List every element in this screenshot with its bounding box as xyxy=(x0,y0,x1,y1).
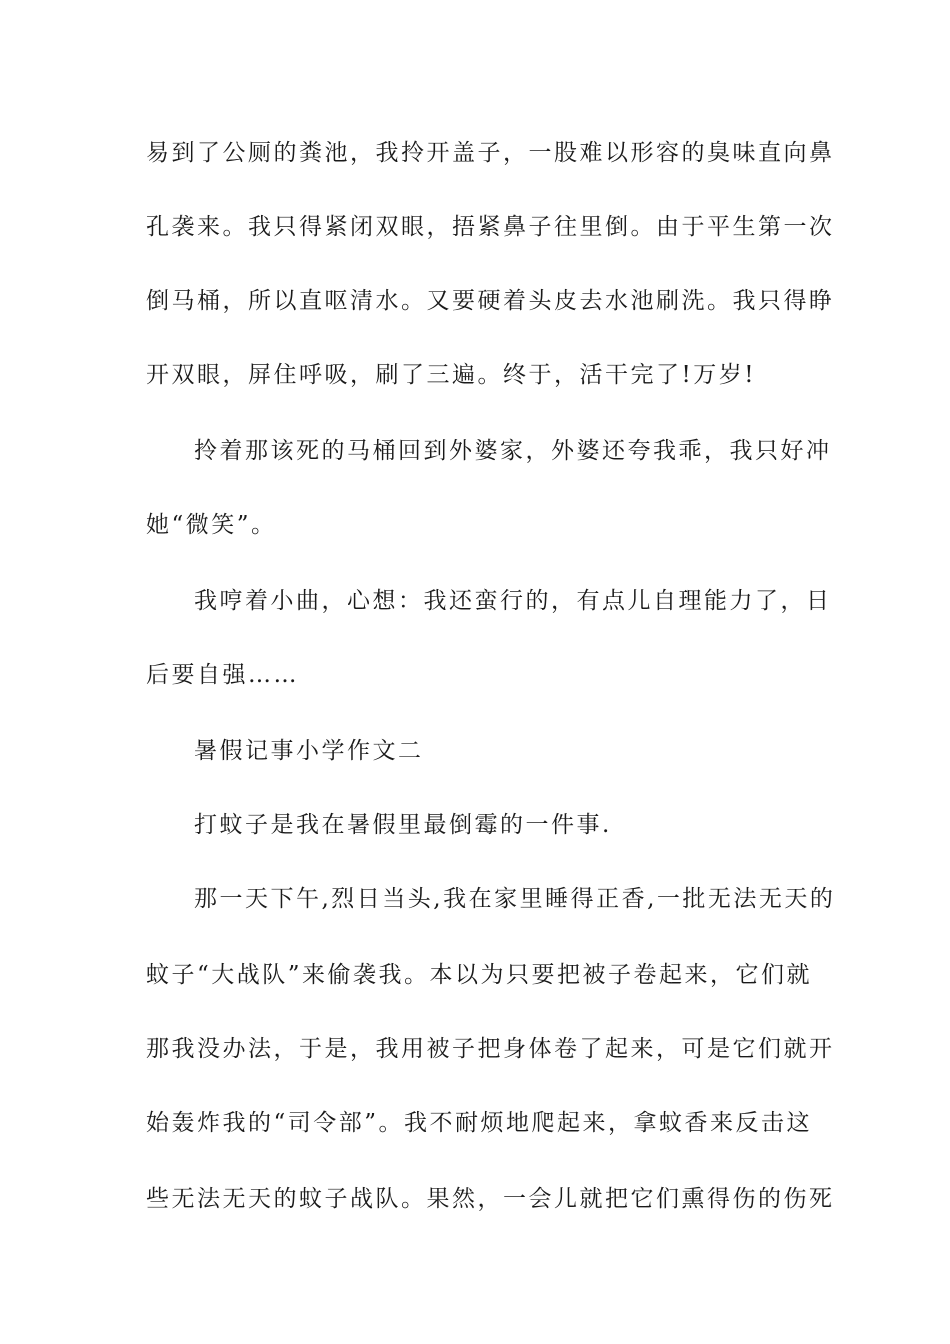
text-line: 倒马桶，所以直呕清水。又要硬着头皮去水池刷洗。我只得睁 xyxy=(146,288,835,314)
paragraph-first-line: 那一天下午,烈日当头,我在家里睡得正香,一批无法无天的 xyxy=(194,886,836,912)
text-line: 她“微笑”。 xyxy=(146,512,277,538)
text-line: 些无法无天的蚊子战队。果然，一会儿就把它们熏得伤的伤死 xyxy=(146,1186,835,1212)
paragraph-first-line: 打蚊子是我在暑假里最倒霉的一件事. xyxy=(194,812,612,838)
text-line: 易到了公厕的粪池，我拎开盖子，一股难以形容的臭味直向鼻 xyxy=(146,140,835,166)
paragraph-first-line: 拎着那该死的马桶回到外婆家，外婆还夸我乖，我只好冲 xyxy=(194,438,832,464)
text-line: 始轰炸我的“司令部”。我不耐烦地爬起来，拿蚊香来反击这 xyxy=(146,1110,813,1136)
text-line: 蚊子“大战队”来偷袭我。本以为只要把被子卷起来，它们就 xyxy=(146,962,813,988)
text-line: 后要自强…… xyxy=(146,662,299,688)
text-line: 开双眼，屏住呼吸，刷了三遍。终于，活干完了!万岁! xyxy=(146,362,756,388)
section-heading: 暑假记事小学作文二 xyxy=(194,738,424,764)
text-line: 孔袭来。我只得紧闭双眼，捂紧鼻子往里倒。由于平生第一次 xyxy=(146,214,835,240)
text-line: 那我没办法，于是，我用被子把身体卷了起来，可是它们就开 xyxy=(146,1036,835,1062)
paragraph-first-line: 我哼着小曲，心想：我还蛮行的，有点儿自理能力了，日 xyxy=(194,588,832,614)
